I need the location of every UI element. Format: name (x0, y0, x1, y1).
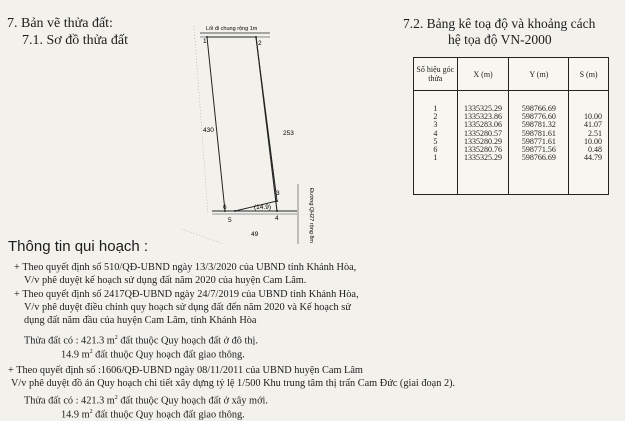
y-cell: 598771.56 (521, 145, 556, 155)
s-cell: 41.07 (584, 120, 602, 130)
width-label: (14.9) (254, 204, 271, 211)
cell-s (569, 91, 609, 195)
corner-5: 5 (228, 217, 232, 224)
decision-2-line-3: dụng đất năm đầu của huyện Cam Lâm, tỉnh Khánh Hòa (24, 315, 257, 326)
header-x: X (m) (457, 58, 509, 91)
x-cell: 1335283.06 (464, 120, 503, 130)
corner-2: 2 (258, 40, 262, 47)
point-cell: 4 (433, 128, 438, 138)
table-header-row (414, 58, 609, 91)
decision-2-line-2: V/v phê duyệt điều chỉnh quy hoạch sử dụng đất đến năm 2020 và Kế hoạch sử (24, 302, 351, 313)
y-cell: 598766.69 (521, 153, 556, 163)
s-cell: 10.00 (584, 136, 602, 146)
area-transport-1: 14.9 $m^2$ đất thuộc Quy hoạch đất giao thông. (61, 349, 245, 361)
section-7-2-title: 7.2. Bảng kê toạ độ và khoảng cách (403, 16, 596, 31)
x-cell: 1335280.76 (464, 145, 503, 155)
y-cell: 598776.60 (521, 112, 556, 122)
x-cell: 1335280.29 (464, 136, 503, 146)
point-cell: 5 (433, 136, 438, 146)
corner-1: 1 (203, 38, 207, 45)
table-row (414, 91, 609, 195)
section-7-2-subtitle: hệ tọa độ VN-2000 (448, 32, 552, 47)
s-cell: 44.79 (584, 153, 602, 163)
x-cell: 1335325.29 (464, 104, 503, 113)
cell-x (457, 91, 509, 195)
corner-3: 3 (276, 190, 280, 197)
coordinate-table (413, 57, 609, 195)
area-transport-2: 14.9 $m^2$ đất thuộc Quy hoạch đất giao thông. (61, 409, 245, 421)
s-cell: 2.51 (588, 128, 602, 138)
decision-3-line-2: V/v phê duyệt đồ án Quy hoạch chi tiết xây dựng tỷ lệ 1/500 Khu trung tâm thị trấn Cam Đức (giai đoạn 2). (11, 378, 456, 389)
decision-3-line-1: + Theo quyết định số :1606/QĐ-UBND ngày 08/11/2011 của UBND huyện Cam Lâm (8, 365, 363, 376)
y-cell: 598766.69 (521, 104, 556, 113)
header-s: S (m) (569, 58, 609, 91)
header-point: Số hiệu góc thửa (414, 58, 458, 91)
area-urban-residential: Thửa đất có : 421.3 $m^2$ đất thuộc Quy hoạch đất ở đô thị. (24, 335, 258, 347)
cell-points (414, 91, 458, 195)
decision-1-line-1: + Theo quyết định số 510/QĐ-UBND ngày 13/3/2020 của UBND tỉnh Khánh Hòa, (14, 262, 357, 273)
decision-2-line-1: + Theo quyết định số 2417QĐ-UBND ngày 24/7/2019 của UBND tỉnh Khánh Hòa, (14, 289, 359, 300)
point-cell: 2 (433, 112, 438, 122)
x-cell: 1335325.29 (464, 153, 503, 163)
top-label: Lối đi chung rộng 1m (206, 26, 258, 32)
y-cell: 598781.32 (521, 120, 556, 130)
corner-6: 6 (223, 204, 227, 211)
y-cell: 598771.61 (521, 136, 556, 146)
section-7-title: 7. Bản vẽ thửa đất: (7, 16, 113, 31)
y-cell: 598781.61 (521, 128, 556, 138)
point-cell: 3 (433, 120, 438, 130)
point-cell: 6 (433, 145, 438, 155)
section-7-1-title: 7.1. Sơ đồ thửa đất (22, 33, 128, 48)
point-cell: 1 (433, 153, 438, 163)
cell-y (509, 91, 569, 195)
s-cell: 10.00 (584, 112, 602, 122)
point-cell: 1 (433, 104, 438, 113)
parcel-right-number: 253 (283, 130, 294, 137)
s-cell: 0.48 (588, 145, 602, 154)
decision-1-line-2: V/v phê duyệt kế hoạch sử dụng đất năm 2020 của huyện Cam Lâm. (24, 275, 307, 286)
x-cell: 1335323.86 (464, 112, 503, 122)
planning-info-title: Thông tin qui hoạch : (8, 238, 149, 255)
parcel-sketch (172, 14, 332, 244)
parcel-left-number: 430 (203, 127, 214, 134)
road-label: Đường QH27 rộng 8m (308, 188, 314, 243)
header-y: Y (m) (509, 58, 569, 91)
parcel-bottom-number: 49 (251, 231, 259, 238)
x-cell: 1335280.57 (464, 128, 503, 138)
corner-4: 4 (275, 215, 279, 222)
area-new-residential: Thửa đất có : 421.3 $m^2$ đất thuộc Quy hoạch đất ở xây mới. (24, 395, 268, 407)
